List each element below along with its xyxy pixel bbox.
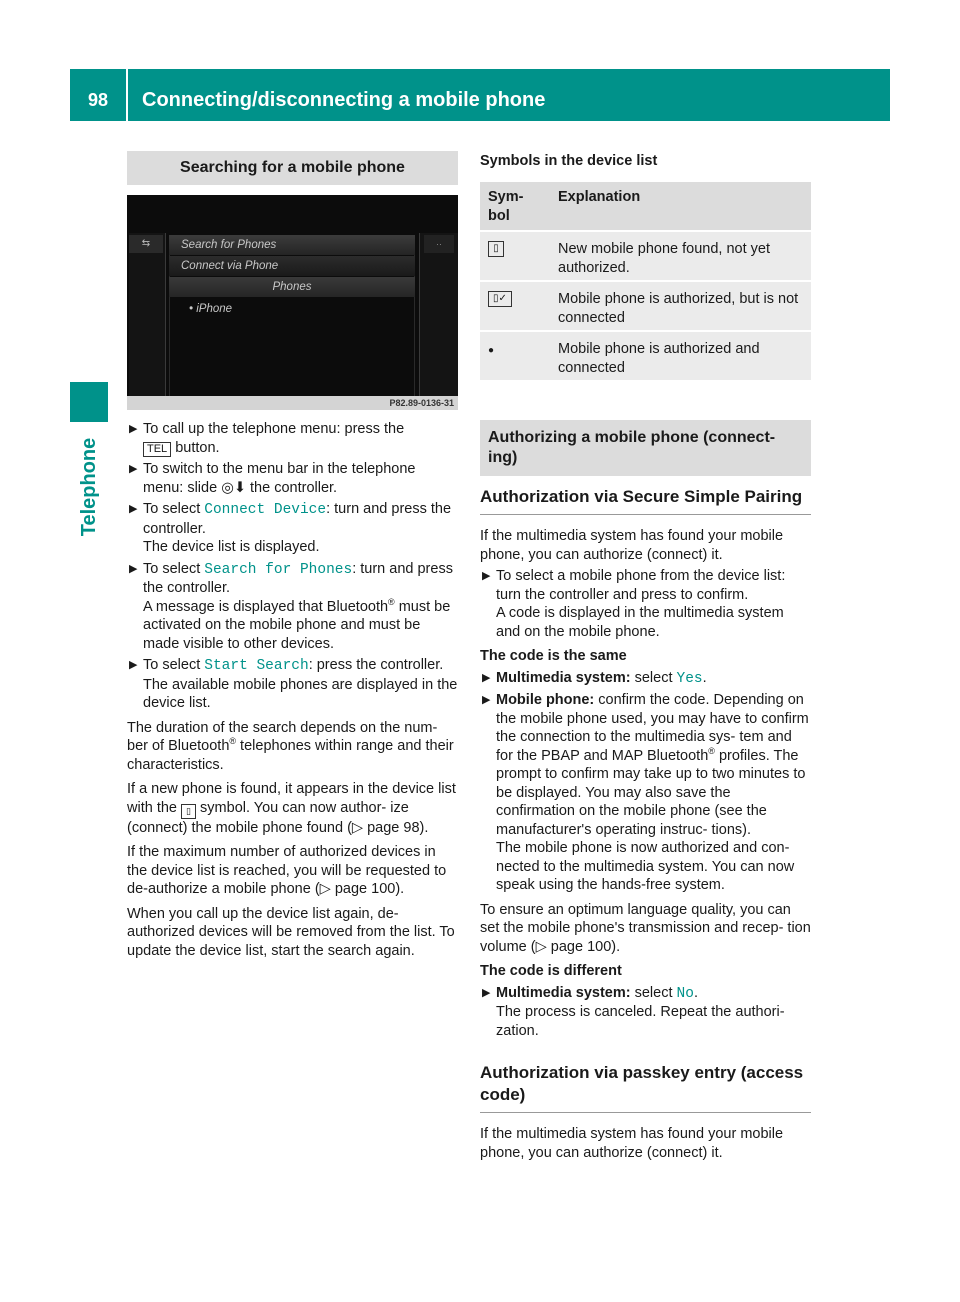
screen-menu-connect-via-phone: Connect via Phone xyxy=(169,256,415,276)
bullet-arrow-icon: ▶ xyxy=(129,423,138,435)
bullet-text: : turn and press the controller. xyxy=(143,560,453,596)
screen-right-panel xyxy=(419,233,458,410)
left-column xyxy=(127,151,458,960)
symbols-title: Symbols in the device list xyxy=(480,153,658,169)
registered-mark: ® xyxy=(708,745,715,756)
bullet-text: profiles. The prompt to confirm may take up to two minutes to be displayed. You may also save the confirmation on the mobile phone (see the manufacturer's operating instruc- tions). xyxy=(496,747,806,838)
bullet-text: To call up the telephone menu: press the xyxy=(143,421,405,437)
bullet-text: . xyxy=(702,669,707,686)
table-row xyxy=(480,232,811,280)
screen-left-panel xyxy=(129,233,166,410)
paragraph-device-list-update: When you call up the device list again, de- authorized devices will be removed from the list. To update the device list, start the search again. xyxy=(127,905,455,959)
bullet-text: To select xyxy=(143,560,201,577)
bullet-arrow-icon: ▶ xyxy=(482,671,491,684)
phone-authorized-icon: ▯✓ xyxy=(488,291,512,307)
paragraph-ssp-intro: If the multimedia system has found your mobile phone, you can authorize (connect) it. xyxy=(480,528,784,563)
side-chapter-text: Telephone xyxy=(77,437,100,537)
paragraph-text: To ensure an optimum language quality, you can set the mobile phone's transmission and recep- tion volume ( xyxy=(480,901,811,955)
screenshot-code: P82.89-0136-31 xyxy=(127,396,458,410)
registered-mark: ® xyxy=(229,736,237,746)
screen-screenshot xyxy=(127,195,458,410)
page-reference-link[interactable]: page 100). xyxy=(330,881,405,897)
table-row xyxy=(480,332,811,380)
table-cell-explanation: New mobile phone found, not yet authorized. xyxy=(558,241,770,276)
instructions-list xyxy=(127,420,458,713)
bullet-arrow-icon: ▶ xyxy=(482,570,491,582)
bullet-label: Multimedia system: xyxy=(496,669,631,686)
menu-term-no: No xyxy=(676,985,694,1002)
paragraph-language-quality xyxy=(480,901,811,957)
symbols-table xyxy=(480,182,811,380)
bullet-text: select xyxy=(634,984,673,1001)
bullet-text: : turn and press the controller. xyxy=(143,501,452,537)
bullet-result-text: The process is canceled. Repeat the authori- zation. xyxy=(496,1004,785,1039)
page-reference-link[interactable]: page 100). xyxy=(546,938,621,955)
list-item xyxy=(127,656,458,713)
bullet-result-text: The available mobile phones are displayed in the device list. xyxy=(143,676,458,711)
bullet-arrow-icon: ▶ xyxy=(129,659,138,671)
bullet-text: To switch to the menu bar in the telephone menu: slide xyxy=(143,461,416,496)
paragraph-text: The duration of the search depends on the num- ber of Bluetooth xyxy=(127,719,438,754)
column-header-symbol: Sym- bol xyxy=(488,189,524,224)
menu-term-search-for-phones: Search for Phones xyxy=(204,561,353,578)
paragraph-text: If a new phone is found, it appears in the device list with the xyxy=(127,781,456,816)
screen-back-icon: ⇆ xyxy=(129,235,163,253)
phone-new-icon: ▯ xyxy=(488,241,504,257)
screen-menu-phones: Phones xyxy=(169,277,415,297)
page-reference-link[interactable]: page 98). xyxy=(363,819,429,836)
list-item xyxy=(480,669,811,689)
right-column xyxy=(480,151,811,1162)
side-chapter-label xyxy=(70,422,108,552)
paragraph-new-phone xyxy=(127,780,458,837)
controller-slide-icon: ◎⬇ xyxy=(221,479,246,496)
table-cell-symbol xyxy=(480,232,550,280)
bullet-label: Multimedia system: xyxy=(496,984,631,1001)
bullet-text: : press the controller. xyxy=(308,657,444,673)
menu-term-yes: Yes xyxy=(676,670,703,687)
paragraph-text: symbol. You can now author- ize (connect) the mobile phone found ( xyxy=(127,799,409,836)
section-title-authorizing: Authorizing a mobile phone (connect- ing) xyxy=(480,420,811,476)
paragraph-max-devices xyxy=(127,843,458,899)
page-number: 98 xyxy=(87,90,109,110)
page-header xyxy=(70,69,890,121)
heading-code-same: The code is the same xyxy=(480,648,627,664)
list-item xyxy=(127,420,458,457)
bullet-text: To select a mobile phone from the device list: turn the controller and press to confirm. xyxy=(496,568,786,603)
paragraph-text: If the maximum number of authorized devices in the device list is reached, you will be requested to de-authorize a mobile phone ( xyxy=(127,844,447,897)
bullet-text: To select xyxy=(143,657,201,673)
table-header-row xyxy=(480,182,811,230)
subsection-title-ssp: Authorization via Secure Simple Pairing xyxy=(480,486,811,515)
table-cell-explanation: Mobile phone is authorized, but is not connected xyxy=(558,291,799,326)
bullet-label: Mobile phone: xyxy=(496,692,595,708)
side-tab-marker xyxy=(70,382,108,422)
tel-key-icon: TEL xyxy=(143,442,171,457)
bullet-arrow-icon: ▶ xyxy=(482,694,491,706)
paragraph-search-duration xyxy=(127,719,458,775)
bullet-text: the controller. xyxy=(250,479,338,496)
list-item xyxy=(480,567,811,641)
bullet-result-text: A message is displayed that Bluetooth xyxy=(143,598,389,615)
page-ref-arrow-icon: ▷ xyxy=(319,881,331,897)
table-row xyxy=(480,282,811,330)
paragraph-passkey-intro: If the multimedia system has found your mobile phone, you can authorize (connect) it. xyxy=(480,1126,784,1161)
screen-more-icon: ·· xyxy=(424,235,454,253)
heading-code-different: The code is different xyxy=(480,963,622,979)
menu-term-start-search: Start Search xyxy=(204,658,309,674)
table-cell-symbol xyxy=(480,282,550,330)
list-item xyxy=(127,560,458,654)
screen-menu-iphone: • iPhone xyxy=(189,303,233,315)
list-item xyxy=(480,691,811,895)
bullet-result-text: A code is displayed in the multimedia system and on the mobile phone. xyxy=(496,605,784,640)
subsection-title-passkey: Authorization via passkey entry (access code) xyxy=(480,1062,811,1113)
column-header-explanation: Explanation xyxy=(558,189,641,205)
page-title: Connecting/disconnecting a mobile phone xyxy=(142,89,546,111)
section-title-searching: Searching for a mobile phone xyxy=(127,151,458,185)
phone-symbol-icon: ▯ xyxy=(181,804,196,819)
menu-term-connect-device: Connect Device xyxy=(204,502,327,518)
screen-menu-search-for-phones: Search for Phones xyxy=(169,235,415,255)
bullet-text: select xyxy=(634,669,673,686)
registered-mark: ® xyxy=(388,596,395,607)
table-cell-symbol xyxy=(480,332,550,380)
paragraph-text: telephones within range and their characteristics. xyxy=(127,738,454,773)
list-item xyxy=(127,460,458,497)
page-ref-arrow-icon: ▷ xyxy=(535,938,547,955)
page-ref-arrow-icon: ▷ xyxy=(351,819,364,836)
bullet-text: . xyxy=(693,984,698,1001)
bullet-text: To select xyxy=(143,501,201,517)
list-item xyxy=(480,984,811,1041)
bullet-result-text: must be activated on the mobile phone and must be made visible to other devices. xyxy=(143,598,451,652)
bullet-arrow-icon: ▶ xyxy=(129,562,138,575)
bullet-arrow-icon: ▶ xyxy=(482,986,491,999)
table-cell-explanation: Mobile phone is authorized and connected xyxy=(558,341,760,376)
list-item xyxy=(127,500,458,557)
header-divider xyxy=(126,69,128,121)
bullet-arrow-icon: ▶ xyxy=(129,463,138,475)
phone-connected-icon: ● xyxy=(488,345,495,356)
bullet-text: confirm the code. Depending on the mobile phone used, you may have to confirm the connection to the multimedia sys- tem and for the PBAP and MAP Bluetooth xyxy=(496,692,809,764)
bullet-text: button. xyxy=(175,439,220,456)
bullet-result-text: The mobile phone is now authorized and con- nected to the multimedia system. You can now speak using the hands-free system. xyxy=(496,840,795,893)
bullet-arrow-icon: ▶ xyxy=(129,503,138,515)
bullet-result-text: The device list is displayed. xyxy=(143,539,320,555)
